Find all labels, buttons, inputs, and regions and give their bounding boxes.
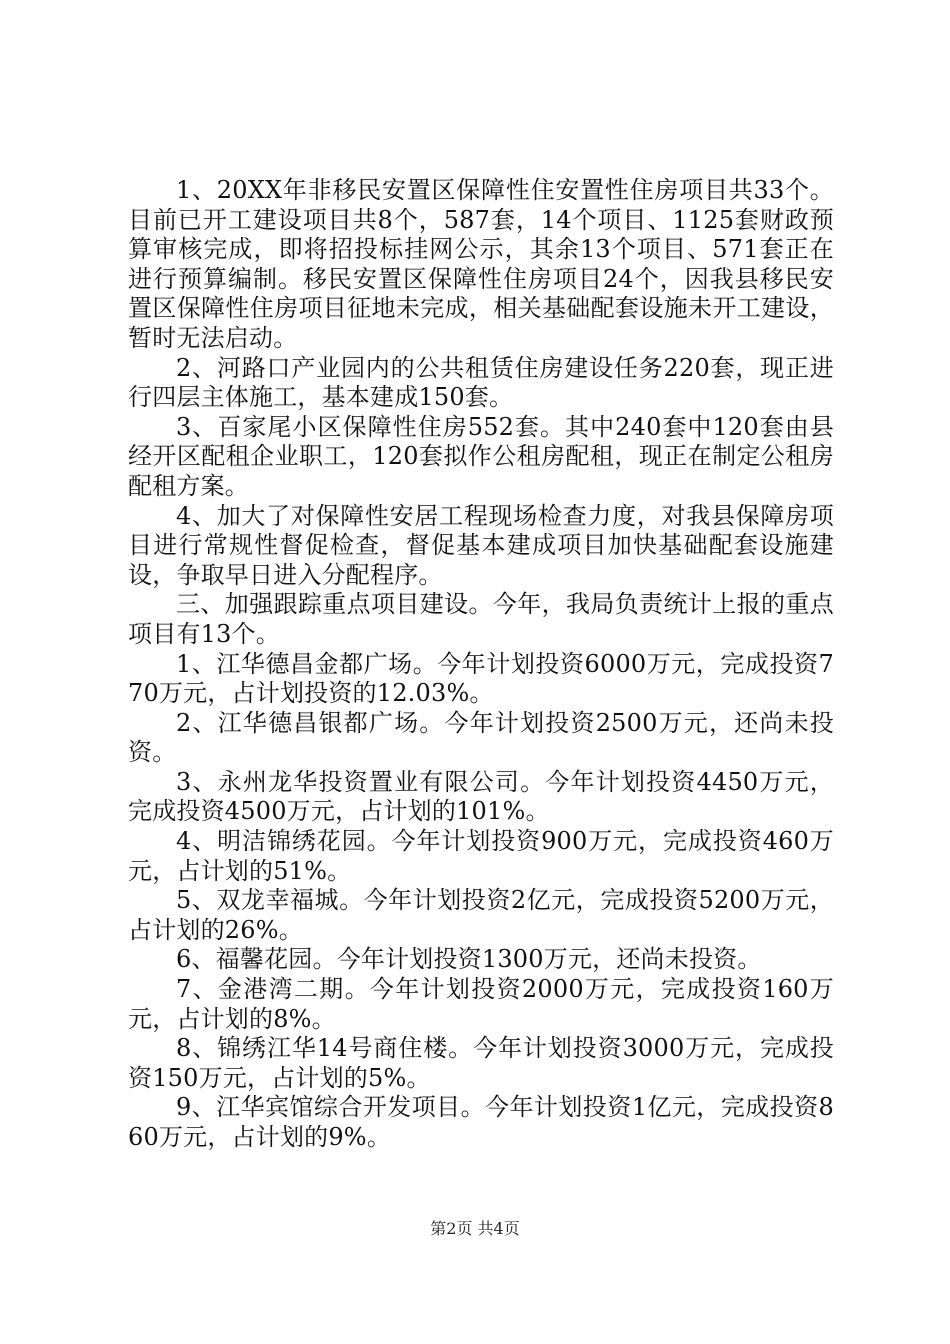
project-item-1: 1、江华德昌金都广场。今年计划投资6000万元，完成投资770万元，占计划投资的12.03%。 [128,649,834,708]
paragraph-3: 3、百家尾小区保障性住房552套。其中240套中120套由县经开区配租企业职工，120套拟作公租房配租，现正在制定公租房配租方案。 [128,412,834,500]
paragraph-4: 4、加大了对保障性安居工程现场检查力度，对我县保障房项目进行常规性督促检查，督促基本建成项目加快基础配套设施建设，争取早日进入分配程序。 [128,501,834,589]
project-item-4: 4、明洁锦绣花园。今年计划投资900万元，完成投资460万元，占计划的51%。 [128,827,834,885]
body-text [128,176,834,1153]
section-heading-3: 三、加强跟踪重点项目建设。今年，我局负责统计上报的重点项目有13个。 [128,590,834,648]
project-item-3: 3、永州龙华投资置业有限公司。今年计划投资4450万元，完成投资4500万元，占计划的101%。 [128,767,834,826]
project-item-8: 8、锦绣江华14号商住楼。今年计划投资3000万元，完成投资150万元，占计划的5%。 [128,1034,834,1092]
project-item-2: 2、江华德昌银都广场。今年计划投资2500万元，还尚未投资。 [128,708,834,767]
project-item-9: 9、江华宾馆综合开发项目。今年计划投资1亿元，完成投资860万元，占计划的9%。 [128,1093,834,1151]
project-item-7: 7、金港湾二期。今年计划投资2000万元，完成投资160万元，占计划的8%。 [128,975,834,1033]
project-item-6: 6、福馨花园。今年计划投资1300万元，还尚未投资。 [176,945,762,974]
paragraph-2: 2、河路口产业园内的公共租赁住房建设任务220套，现正进行四层主体施工，基本建成150套。 [128,353,834,412]
project-item-5: 5、双龙幸福城。今年计划投资2亿元，完成投资5200万元，占计划的26%。 [128,886,834,944]
page-footer: 第2页 共4页 [430,1219,520,1238]
paragraph-1: 1、20XX年非移民安置区保障性住安置性住房项目共33个。目前已开工建设项目共8个，587套，14个项目、1125套财政预算审核完成，即将招投标挂网公示，其余13个项目、571套正在进行预算编制。移民安置区保障性住房项目24个，因我县移民安置区保障性住房项目征地未完成，相关基础配套设施未开工建设，暂时无法启动。 [128,176,834,352]
